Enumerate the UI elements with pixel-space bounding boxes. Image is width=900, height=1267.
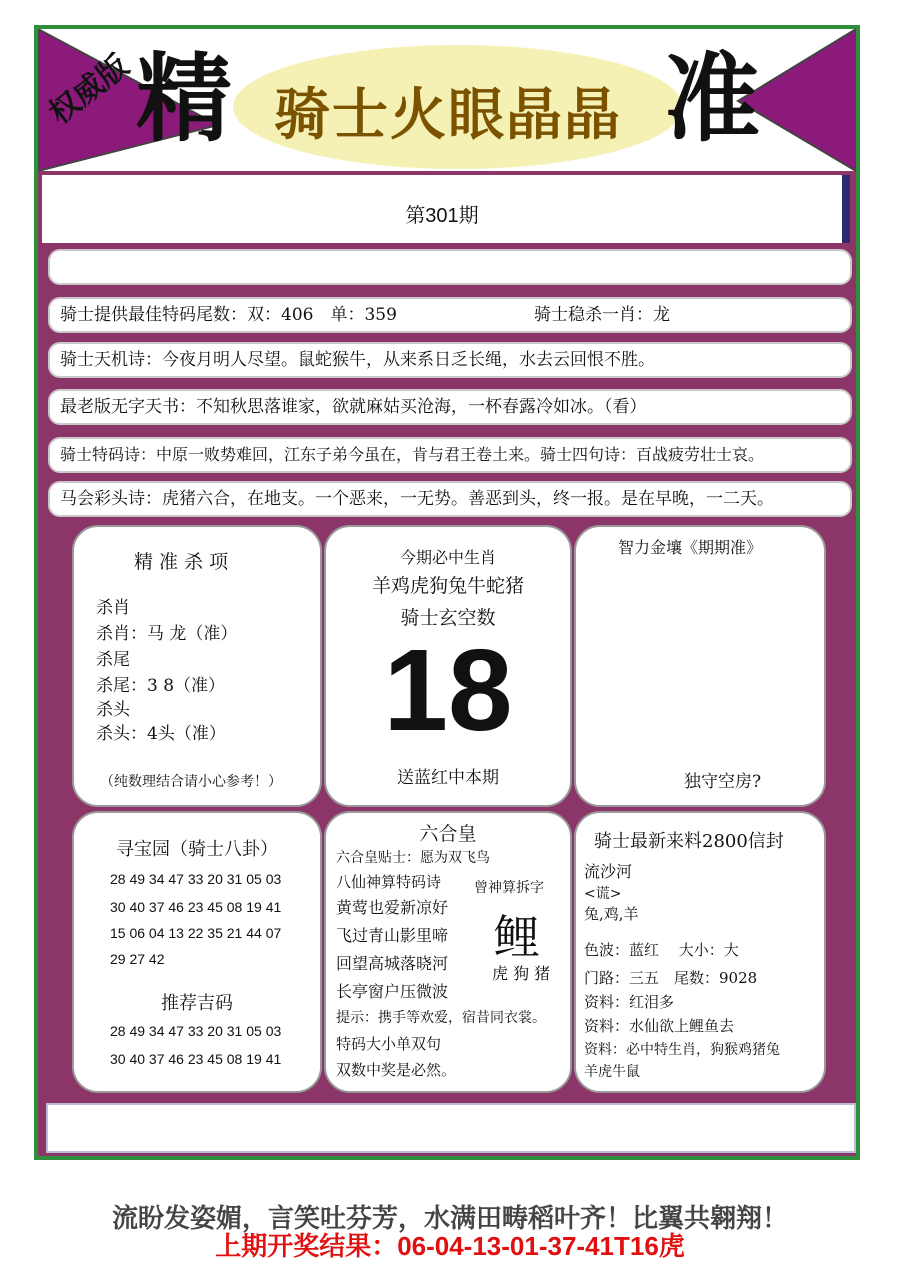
kill-line-1: 杀肖 (96, 598, 130, 618)
center-title: 今期必中生肖 (399, 548, 496, 567)
blank-row (48, 249, 852, 285)
last-result: 上期开奖结果：06-04-13-01-37-41T16虎 (215, 1231, 685, 1261)
liuhe-poem-4: 长亭窗户压微波 (336, 982, 449, 1001)
kill-line-2: 杀肖：马 龙（准） (96, 624, 238, 644)
split-title: 曾神算拆字 (474, 880, 544, 896)
treasure-line-2: 30 40 37 46 23 45 08 19 41 (110, 899, 282, 915)
poem-row-4 (48, 481, 852, 517)
news-line-1: 流沙河 (584, 862, 633, 881)
liuhe-tip: 六合皇贴士：愿为双飞鸟 (336, 850, 490, 866)
poem-row-2 (48, 389, 852, 425)
poster-frame (34, 25, 860, 1160)
issue-bar (42, 175, 850, 243)
banner-left-char: 精 (136, 42, 232, 155)
treasure-title: 寻宝园（骑士八卦） (116, 839, 278, 860)
liuhe-poem-2: 飞过青山影里啼 (336, 926, 449, 945)
poem-text-1: 骑士天机诗：今夜月明人尽望。鼠蛇猴牛，从来系日乏长绳，水去云回恨不胜。 (60, 350, 655, 370)
treasure-line-3: 15 06 04 13 22 35 21 44 07 (110, 925, 282, 941)
badge-authoritative: 权威版 (42, 48, 136, 132)
liuhe-bigsmall-2: 双数中奖是必然。 (336, 1061, 457, 1079)
kill-line-3: 杀尾 (96, 650, 130, 670)
bottom-blank-bar (46, 1103, 856, 1153)
kill-line-5: 杀头 (96, 700, 130, 720)
liuhe-bigsmall: 特码大小单双句 (336, 1035, 442, 1053)
liuhe-poem-3: 回望高城落晓河 (336, 954, 449, 973)
center-sub: 骑士玄空数 (400, 607, 496, 629)
lucky-line-2: 30 40 37 46 23 45 08 19 41 (110, 1051, 282, 1067)
wisdom-footer: 独守空房? (684, 772, 762, 792)
footer-poem: 流盼发姿媚，言笑吐芬芳，水满田畴稻叶齐！比翼共翱翔！ (111, 1204, 788, 1234)
treasure-line-4: 29 27 42 (110, 951, 165, 967)
liuhe-poem-title: 八仙神算特码诗 (336, 873, 442, 891)
lucky-title: 推荐吉码 (161, 993, 233, 1014)
kill-line-4: 杀尾：3 8（准） (96, 676, 226, 696)
mystery-number: 18 (383, 625, 513, 755)
poem-row-1 (48, 342, 852, 378)
center-zodiacs: 羊鸡虎狗兔牛蛇猪 (371, 575, 524, 597)
news-line-4: 色波：蓝红 大小：大 (584, 941, 739, 959)
kill-card-title: 精 准 杀 项 (134, 551, 229, 573)
lucky-line-1: 28 49 34 47 33 20 31 05 03 (110, 1023, 282, 1039)
kill-card (72, 525, 322, 807)
liuhe-card (324, 811, 572, 1093)
split-sub: 虎 狗 猪 (492, 964, 551, 983)
split-char: 鲤 (494, 910, 540, 964)
news-title: 骑士最新来料2800信封 (594, 831, 784, 852)
tail-text: 骑士提供最佳特码尾数：双：406 单：359 (60, 305, 397, 325)
liuhe-poem-1: 黄莺也爱新凉好 (336, 898, 449, 917)
banner-right-char: 准 (664, 42, 760, 155)
liuhe-hint: 提示：携手等欢爱，宿昔同衣裳。 (336, 1010, 546, 1026)
kill-note: （纯数理结合请小心参考！） (100, 774, 282, 790)
brand-title: 骑士火眼晶晶 (274, 82, 622, 148)
tail-row (48, 297, 852, 333)
banner-header (38, 29, 856, 171)
center-footer: 送蓝红中本期 (397, 768, 499, 788)
liuhe-title: 六合皇 (419, 823, 477, 845)
news-line-9: 羊虎牛鼠 (584, 1064, 640, 1080)
news-line-6: 资料：红泪多 (584, 993, 675, 1011)
poem-row-3 (48, 437, 852, 473)
poem-text-3: 骑士特码诗：中原一败势难回，江东子弟今虽在，肯与君王卷土来。骑士四句诗：百战疲劳壮士哀。 (60, 445, 765, 464)
center-card (324, 525, 572, 807)
kill-line-6: 杀头：4头（准） (96, 724, 226, 744)
news-line-2: <谎> (584, 886, 622, 902)
wisdom-card (574, 525, 826, 807)
poem-text-4: 马会彩头诗：虎猪六合，在地支。一个恶来，一无势。善恶到头，终一报。是在早晚，一二天。 (60, 489, 774, 509)
kill-text: 骑士稳杀一肖：龙 (534, 305, 670, 325)
news-line-5: 门路：三五 尾数：9028 (584, 969, 758, 987)
news-card (574, 811, 826, 1093)
poem-text-2: 最老版无字天书：不知秋思落谁家，欲就麻姑买沧海，一杯春露冷如冰。（看） (60, 397, 647, 417)
issue-number: 第301期 (405, 205, 479, 227)
news-line-7: 资料：水仙欲上鲤鱼去 (584, 1017, 735, 1035)
treasure-line-1: 28 49 34 47 33 20 31 05 03 (110, 871, 282, 887)
treasure-card (72, 811, 322, 1093)
news-line-3: 兔,鸡,羊 (584, 905, 639, 923)
wisdom-title: 智力金壤《期期准》 (618, 538, 763, 557)
news-line-8: 资料：必中特生肖，狗猴鸡猪兔 (584, 1042, 780, 1058)
